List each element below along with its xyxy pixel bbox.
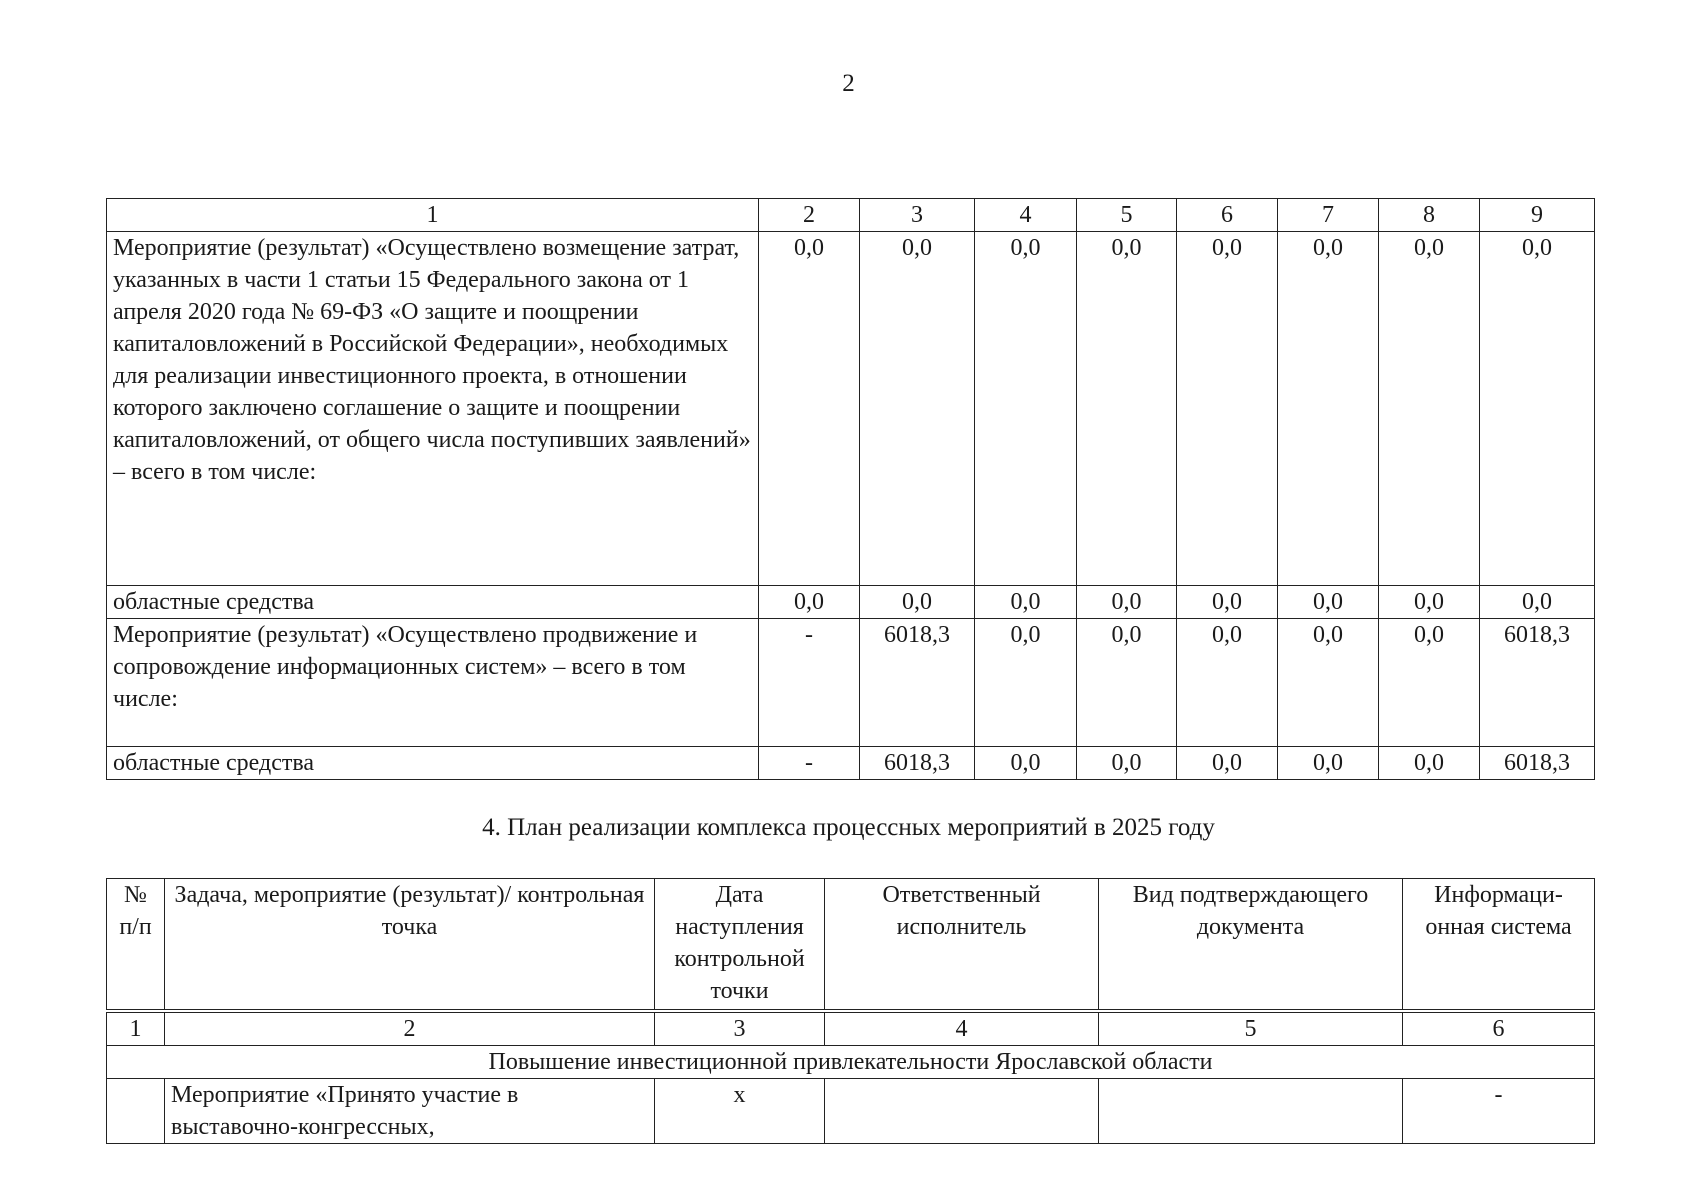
column-number: 4 <box>825 1011 1099 1046</box>
row-name: Мероприятие (результат) «Осуществлено продвижение и сопровождение информационных систем» – всего в том числе: <box>107 619 759 747</box>
header-row <box>107 879 1595 1011</box>
column-number-row <box>107 1011 1595 1046</box>
table-row <box>107 232 1595 586</box>
row-value: 6018,3 <box>1480 747 1595 780</box>
section-row <box>107 1045 1595 1078</box>
section-title: 4. План реализации комплекса процессных мероприятий в 2025 году <box>482 814 1215 841</box>
column-number: 8 <box>1379 199 1480 232</box>
row-value: 0,0 <box>975 586 1077 619</box>
row-value: - <box>759 619 860 747</box>
row-value: 0,0 <box>860 232 975 586</box>
column-number: 3 <box>655 1011 825 1046</box>
column-number: 5 <box>1099 1011 1403 1046</box>
row-value: 6018,3 <box>860 747 975 780</box>
row-value: 6018,3 <box>1480 619 1595 747</box>
row-value: 0,0 <box>1177 586 1278 619</box>
row-value: 0,0 <box>759 232 860 586</box>
row-value: 0,0 <box>860 586 975 619</box>
row-no <box>107 1078 165 1143</box>
column-number: 4 <box>975 199 1077 232</box>
row-value: 0,0 <box>1480 232 1595 586</box>
row-value: 0,0 <box>1480 586 1595 619</box>
column-number-row <box>107 199 1595 232</box>
column-number: 6 <box>1177 199 1278 232</box>
row-value: 6018,3 <box>860 619 975 747</box>
row-value: 0,0 <box>975 747 1077 780</box>
row-value: 0,0 <box>1177 619 1278 747</box>
table-row <box>107 747 1595 780</box>
row-value: 0,0 <box>975 619 1077 747</box>
row-value: 0,0 <box>1077 747 1177 780</box>
header-cell-date: Дата наступления контрольной точки <box>655 879 825 1011</box>
column-number: 6 <box>1403 1011 1595 1046</box>
row-name: областные средства <box>107 586 759 619</box>
row-value: 0,0 <box>759 586 860 619</box>
column-number: 9 <box>1480 199 1595 232</box>
row-value: 0,0 <box>1077 586 1177 619</box>
section-row-title: Повышение инвестиционной привлекательности Ярославской области <box>107 1045 1595 1078</box>
column-number: 7 <box>1278 199 1379 232</box>
header-cell-executor: Ответственный исполнитель <box>825 879 1099 1011</box>
row-value: 0,0 <box>1278 747 1379 780</box>
row-value: 0,0 <box>1278 586 1379 619</box>
row-task: Мероприятие «Принято участие в выставочно-конгрессных, <box>165 1078 655 1143</box>
row-value: 0,0 <box>1177 747 1278 780</box>
header-cell-system: Информаци-онная система <box>1403 879 1595 1011</box>
header-cell-document: Вид подтверждающего документа <box>1099 879 1403 1011</box>
row-executor <box>825 1078 1099 1143</box>
row-value: 0,0 <box>1379 232 1480 586</box>
row-document <box>1099 1078 1403 1143</box>
row-name: Мероприятие (результат) «Осуществлено возмещение затрат, указанных в части 1 статьи 15 Федерального закона от 1 апреля 2020 года № 69-ФЗ «О защите и поощрении капиталовложений в Российской Федерации», необходимых для реализации инвестиционного проекта, в отношении которого заключено соглашение о защите и поощрении капиталовложений, от общего числа поступивших заявлений» – всего в том числе: <box>107 232 759 586</box>
column-number: 3 <box>860 199 975 232</box>
row-value: 0,0 <box>1278 619 1379 747</box>
plan-table <box>106 878 1595 1144</box>
row-value: 0,0 <box>1077 619 1177 747</box>
row-value: - <box>759 747 860 780</box>
row-value: 0,0 <box>1379 619 1480 747</box>
table-row <box>107 619 1595 747</box>
table-row <box>107 586 1595 619</box>
column-number: 5 <box>1077 199 1177 232</box>
column-number: 2 <box>165 1011 655 1046</box>
column-number: 1 <box>107 1011 165 1046</box>
row-value: 0,0 <box>1077 232 1177 586</box>
table-row <box>107 1078 1595 1143</box>
row-value: 0,0 <box>1177 232 1278 586</box>
row-date: х <box>655 1078 825 1143</box>
column-number: 1 <box>107 199 759 232</box>
column-number: 2 <box>759 199 860 232</box>
financing-table <box>106 198 1595 780</box>
header-cell-task: Задача, мероприятие (результат)/ контрольная точка <box>165 879 655 1011</box>
row-name: областные средства <box>107 747 759 780</box>
page-number: 2 <box>842 70 855 97</box>
row-value: 0,0 <box>1379 586 1480 619</box>
header-cell-no: № п/п <box>107 879 165 1011</box>
row-value: 0,0 <box>975 232 1077 586</box>
row-value: 0,0 <box>1379 747 1480 780</box>
row-system: - <box>1403 1078 1595 1143</box>
row-value: 0,0 <box>1278 232 1379 586</box>
